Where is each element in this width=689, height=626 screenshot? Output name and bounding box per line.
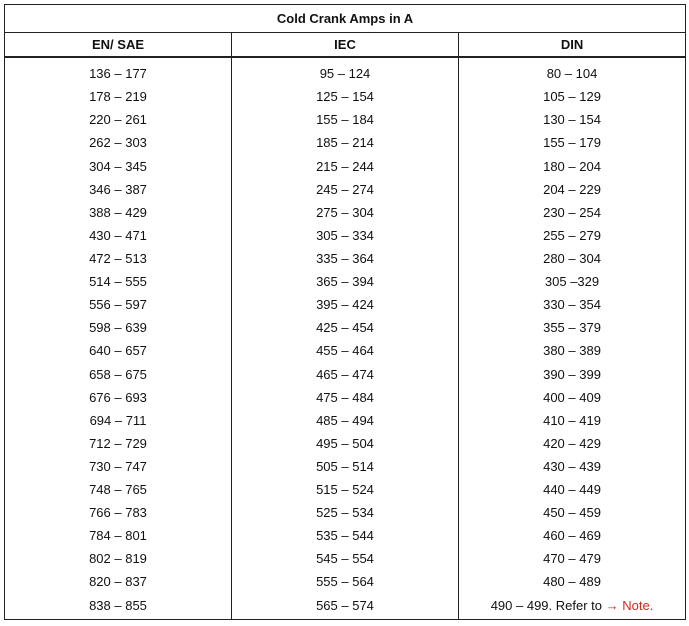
table-row — [5, 524, 686, 547]
cell-iec: 465 – 474 — [232, 362, 459, 385]
cell-en-sae: 784 – 801 — [5, 524, 232, 547]
cell-iec: 515 – 524 — [232, 478, 459, 501]
cell-en-sae: 658 – 675 — [5, 362, 232, 385]
table-row — [5, 154, 686, 177]
cell-din: 400 – 409 — [459, 386, 686, 409]
cell-din: 390 – 399 — [459, 362, 686, 385]
cell-en-sae: 712 – 729 — [5, 432, 232, 455]
cell-iec: 185 – 214 — [232, 131, 459, 154]
cell-din: 255 – 279 — [459, 224, 686, 247]
table-row — [5, 547, 686, 570]
table-row — [5, 455, 686, 478]
table-row — [5, 131, 686, 154]
cell-en-sae: 430 – 471 — [5, 224, 232, 247]
cell-din: 410 – 419 — [459, 409, 686, 432]
arrow-right-icon: → — [605, 597, 619, 613]
column-header-row — [5, 33, 686, 58]
table-title-row — [5, 5, 686, 33]
cell-iec: 155 – 184 — [232, 108, 459, 131]
cell-din: 380 – 389 — [459, 339, 686, 362]
table-row — [5, 85, 686, 108]
cell-en-sae: 598 – 639 — [5, 316, 232, 339]
cell-din: 280 – 304 — [459, 247, 686, 270]
cell-din: 480 – 489 — [459, 570, 686, 593]
cell-iec: 525 – 534 — [232, 501, 459, 524]
cell-en-sae: 748 – 765 — [5, 478, 232, 501]
cell-en-sae: 766 – 783 — [5, 501, 232, 524]
cell-din: 420 – 429 — [459, 432, 686, 455]
cell-din: 450 – 459 — [459, 501, 686, 524]
table-row — [5, 339, 686, 362]
table-row — [5, 108, 686, 131]
table-row — [5, 362, 686, 385]
cell-en-sae: 838 – 855 — [5, 594, 232, 620]
column-header-iec: IEC — [232, 33, 459, 58]
cell-iec: 455 – 464 — [232, 339, 459, 362]
table-row — [5, 570, 686, 593]
cell-en-sae: 220 – 261 — [5, 108, 232, 131]
table-row — [5, 386, 686, 409]
table-body — [5, 57, 686, 620]
table-row — [5, 293, 686, 316]
cell-din: 460 – 469 — [459, 524, 686, 547]
cell-en-sae: 676 – 693 — [5, 386, 232, 409]
cell-iec: 425 – 454 — [232, 316, 459, 339]
cell-din: 330 – 354 — [459, 293, 686, 316]
table-row — [5, 316, 686, 339]
cell-en-sae: 556 – 597 — [5, 293, 232, 316]
cell-en-sae: 178 – 219 — [5, 85, 232, 108]
cell-din: 305 –329 — [459, 270, 686, 293]
cell-din: 440 – 449 — [459, 478, 686, 501]
cell-en-sae: 514 – 555 — [5, 270, 232, 293]
cell-iec: 495 – 504 — [232, 432, 459, 455]
table-row — [5, 270, 686, 293]
cell-en-sae: 640 – 657 — [5, 339, 232, 362]
cell-iec: 545 – 554 — [232, 547, 459, 570]
table-row — [5, 224, 686, 247]
cell-en-sae: 694 – 711 — [5, 409, 232, 432]
cell-din: 155 – 179 — [459, 131, 686, 154]
cell-din: 230 – 254 — [459, 201, 686, 224]
cell-iec: 365 – 394 — [232, 270, 459, 293]
cell-iec: 565 – 574 — [232, 594, 459, 620]
cell-en-sae: 802 – 819 — [5, 547, 232, 570]
table-title: Cold Crank Amps in A — [5, 5, 686, 33]
cell-iec: 125 – 154 — [232, 85, 459, 108]
table-row — [5, 409, 686, 432]
table-row — [5, 201, 686, 224]
cell-en-sae: 346 – 387 — [5, 178, 232, 201]
cell-en-sae: 730 – 747 — [5, 455, 232, 478]
table-row — [5, 57, 686, 85]
note-link[interactable]: Note. — [622, 597, 654, 613]
cell-din: 105 – 129 — [459, 85, 686, 108]
cca-table-container — [4, 4, 685, 620]
cell-din — [459, 594, 686, 620]
column-header-en-sae: EN/ SAE — [5, 33, 232, 58]
table-row — [5, 501, 686, 524]
cell-iec: 395 – 424 — [232, 293, 459, 316]
cell-en-sae: 472 – 513 — [5, 247, 232, 270]
cell-en-sae: 388 – 429 — [5, 201, 232, 224]
column-header-din: DIN — [459, 33, 686, 58]
cell-iec: 95 – 124 — [232, 57, 459, 85]
cell-iec: 305 – 334 — [232, 224, 459, 247]
cell-din: 80 – 104 — [459, 57, 686, 85]
cell-iec: 555 – 564 — [232, 570, 459, 593]
cell-en-sae: 136 – 177 — [5, 57, 232, 85]
din-range-text: 490 – 499. Refer to — [490, 597, 606, 613]
cell-din: 204 – 229 — [459, 178, 686, 201]
cell-iec: 335 – 364 — [232, 247, 459, 270]
cell-iec: 245 – 274 — [232, 178, 459, 201]
cell-en-sae: 304 – 345 — [5, 154, 232, 177]
cell-en-sae: 820 – 837 — [5, 570, 232, 593]
table-row — [5, 432, 686, 455]
cell-din: 130 – 154 — [459, 108, 686, 131]
table-row — [5, 247, 686, 270]
cell-din: 180 – 204 — [459, 154, 686, 177]
cell-en-sae: 262 – 303 — [5, 131, 232, 154]
cell-iec: 535 – 544 — [232, 524, 459, 547]
cell-din: 430 – 439 — [459, 455, 686, 478]
cold-crank-amps-table — [4, 4, 686, 620]
cell-iec: 215 – 244 — [232, 154, 459, 177]
cell-iec: 485 – 494 — [232, 409, 459, 432]
table-row — [5, 478, 686, 501]
cell-iec: 275 – 304 — [232, 201, 459, 224]
cell-din: 355 – 379 — [459, 316, 686, 339]
cell-din: 470 – 479 — [459, 547, 686, 570]
cell-iec: 475 – 484 — [232, 386, 459, 409]
table-row — [5, 178, 686, 201]
table-row-last — [5, 594, 686, 620]
cell-iec: 505 – 514 — [232, 455, 459, 478]
